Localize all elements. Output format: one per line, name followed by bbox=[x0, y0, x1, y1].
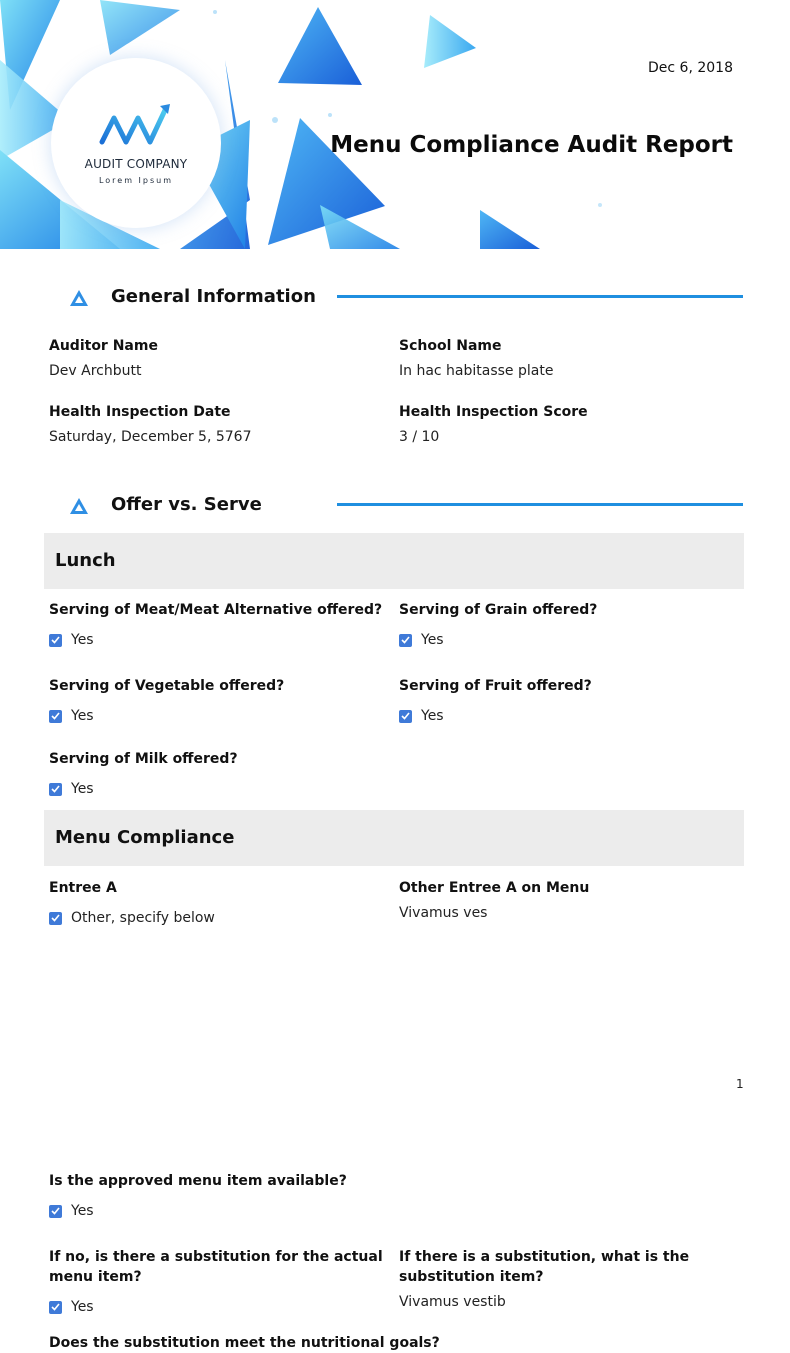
inspection-date-label: Health Inspection Date bbox=[49, 404, 231, 420]
grain-offered-checkbox[interactable] bbox=[399, 630, 444, 650]
entree-a-checkbox[interactable] bbox=[49, 908, 215, 928]
auditor-name-label: Auditor Name bbox=[49, 338, 158, 354]
subsection-title: Menu Compliance bbox=[55, 827, 235, 848]
report-header bbox=[0, 0, 790, 249]
fruit-offered-checkbox[interactable] bbox=[399, 706, 444, 726]
report-date: Dec 6, 2018 bbox=[648, 60, 733, 76]
checkmark-icon bbox=[49, 912, 62, 925]
milk-offered-checkbox[interactable] bbox=[49, 779, 94, 799]
checkbox-label: Yes bbox=[71, 781, 94, 797]
subsection-band-lunch bbox=[44, 533, 744, 589]
checkbox-label: Yes bbox=[71, 632, 94, 648]
approved-item-available-label: Is the approved menu item available? bbox=[49, 1173, 347, 1189]
inspection-score-value: 3 / 10 bbox=[399, 429, 440, 445]
checkbox-label: Other, specify below bbox=[71, 910, 215, 926]
label-line: substitution item? bbox=[399, 1269, 544, 1285]
substitution-question-label bbox=[49, 1247, 383, 1287]
checkmark-icon bbox=[49, 1205, 62, 1218]
section-divider bbox=[337, 503, 743, 506]
section-header-general bbox=[0, 283, 790, 313]
checkbox-label: Yes bbox=[421, 632, 444, 648]
label-line: If there is a substitution, what is the bbox=[399, 1249, 690, 1265]
substitution-item-label bbox=[399, 1247, 689, 1287]
checkbox-label: Yes bbox=[421, 708, 444, 724]
checkbox-label: Yes bbox=[71, 708, 94, 724]
checkmark-icon bbox=[49, 634, 62, 647]
inspection-date-value: Saturday, December 5, 5767 bbox=[49, 429, 252, 445]
checkbox-label: Yes bbox=[71, 1203, 94, 1219]
auditor-name-value: Dev Archbutt bbox=[49, 363, 142, 379]
meat-offered-checkbox[interactable] bbox=[49, 630, 94, 650]
inspection-score-label: Health Inspection Score bbox=[399, 404, 588, 420]
entree-a-label: Entree A bbox=[49, 880, 117, 896]
checkmark-icon bbox=[49, 783, 62, 796]
page-number: 1 bbox=[736, 1077, 744, 1091]
section-title: General Information bbox=[111, 286, 316, 307]
section-header-offer bbox=[0, 491, 790, 521]
substitution-checkbox[interactable] bbox=[49, 1297, 94, 1317]
other-entree-value: Vivamus ves bbox=[399, 905, 488, 921]
meat-offered-label: Serving of Meat/Meat Alternative offered? bbox=[49, 602, 383, 618]
nutritional-goals-label: Does the substitution meet the nutritional goals? bbox=[49, 1335, 440, 1351]
company-logo bbox=[51, 58, 221, 228]
label-line: menu item? bbox=[49, 1269, 142, 1285]
school-name-label: School Name bbox=[399, 338, 502, 354]
school-name-value: In hac habitasse plate bbox=[399, 363, 554, 379]
grain-offered-label: Serving of Grain offered? bbox=[399, 602, 598, 618]
other-entree-label: Other Entree A on Menu bbox=[399, 880, 590, 896]
substitution-item-value: Vivamus vestib bbox=[399, 1294, 506, 1310]
company-name: AUDIT COMPANY bbox=[84, 157, 188, 171]
subsection-band-menu-compliance bbox=[44, 810, 744, 866]
section-triangle-icon bbox=[69, 289, 89, 307]
checkmark-icon bbox=[49, 710, 62, 723]
vegetable-offered-label: Serving of Vegetable offered? bbox=[49, 678, 285, 694]
rising-chart-logo-icon bbox=[98, 102, 174, 146]
checkmark-icon bbox=[399, 634, 412, 647]
label-line: If no, is there a substitution for the actual bbox=[49, 1249, 383, 1265]
section-divider bbox=[337, 295, 743, 298]
milk-offered-label: Serving of Milk offered? bbox=[49, 751, 238, 767]
approved-item-available-checkbox[interactable] bbox=[49, 1201, 94, 1221]
checkbox-label: Yes bbox=[71, 1299, 94, 1315]
subsection-title: Lunch bbox=[55, 550, 116, 571]
vegetable-offered-checkbox[interactable] bbox=[49, 706, 94, 726]
section-title: Offer vs. Serve bbox=[111, 494, 262, 515]
company-tagline: Lorem Ipsum bbox=[98, 176, 174, 185]
report-title: Menu Compliance Audit Report bbox=[330, 132, 733, 158]
fruit-offered-label: Serving of Fruit offered? bbox=[399, 678, 592, 694]
section-triangle-icon bbox=[69, 497, 89, 515]
checkmark-icon bbox=[399, 710, 412, 723]
checkmark-icon bbox=[49, 1301, 62, 1314]
